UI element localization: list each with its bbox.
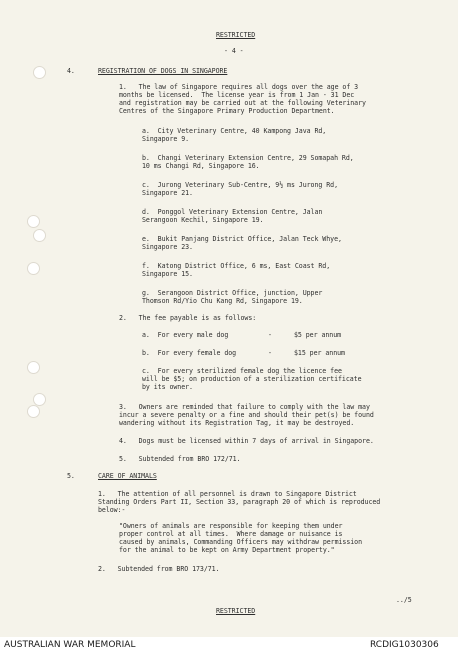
paragraph-line: Centres of the Singapore Primary Production Department. <box>119 107 335 115</box>
paragraph-line: Standing Orders Part II, Section 33, paragraph 20 of which is reproduced <box>98 498 381 506</box>
centre-line: Singapore 21. <box>142 189 193 197</box>
paragraph-line: months be licensed. The license year is from 1 Jan - 31 Dec <box>119 91 355 99</box>
archive-name: AUSTRALIAN WAR MEMORIAL <box>4 640 136 650</box>
section-number: 5. <box>67 472 75 480</box>
classification-footer: RESTRICTED <box>216 607 256 615</box>
fee-amount: $5 per annum <box>294 331 342 339</box>
centre-line: e. Bukit Panjang District Office, Jalan Teck Whye, <box>142 235 342 243</box>
punch-hole <box>27 361 40 374</box>
punch-hole <box>27 405 40 418</box>
quote-line: proper control at all times. Where damage or nuisance is <box>119 530 343 538</box>
centre-line: g. Serangoon District Office, junction, Upper <box>142 289 323 297</box>
quote-line: caused by animals, Commanding Officers may withdraw permission <box>119 538 363 546</box>
fee-dash: - <box>268 331 272 339</box>
paragraph-line: below:- <box>98 506 126 514</box>
centre-line: c. Jurong Veterinary Sub-Centre, 9½ ms Jurong Rd, <box>142 181 338 189</box>
centre-line: a. City Veterinary Centre, 40 Kampong Java Rd, <box>142 127 327 135</box>
section-heading: CARE OF ANIMALS <box>98 472 157 480</box>
punch-hole <box>33 66 46 79</box>
fee-amount: $15 per annum <box>294 349 345 357</box>
section-heading: REGISTRATION OF DOGS IN SINGAPORE <box>98 67 228 75</box>
paragraph-line: 5. Subtended from BRO 172/71. <box>119 455 241 463</box>
quote-line: for the animal to be kept on Army Department property." <box>119 546 335 554</box>
paragraph-line: 3. Owners are reminded that failure to comply with the law may <box>119 403 370 411</box>
quote-line: "Owners of animals are responsible for keeping them under <box>119 522 343 530</box>
fee-dash: - <box>268 349 272 357</box>
continuation-marker: ../5 <box>396 596 412 604</box>
punch-hole <box>33 229 46 242</box>
fee-label: b. For every female dog <box>142 349 237 357</box>
paragraph-line: and registration may be carried out at the following Veterinary <box>119 99 366 107</box>
centre-line: Singapore 23. <box>142 243 193 251</box>
paragraph-line: will be $5; on production of a sterilization certificate <box>142 375 362 383</box>
paragraph-line: 2. The fee payable is as follows: <box>119 314 257 322</box>
section-number: 4. <box>67 67 75 75</box>
centre-line: b. Changi Veterinary Extension Centre, 29 Somapah Rd, <box>142 154 354 162</box>
centre-line: f. Katong District Office, 6 ms, East Coast Rd, <box>142 262 331 270</box>
paragraph-line: incur a severe penalty or a fine and should their pet(s) be found <box>119 411 374 419</box>
paragraph-line: c. For every sterilized female dog the licence fee <box>142 367 342 375</box>
archive-footer <box>0 637 458 654</box>
punch-hole <box>27 215 40 228</box>
punch-hole <box>27 262 40 275</box>
paragraph-line: 4. Dogs must be licensed within 7 days of arrival in Singapore. <box>119 437 374 445</box>
centre-line: d. Ponggol Veterinary Extension Centre, Jalan <box>142 208 323 216</box>
paragraph-line: 1. The law of Singapore requires all dogs over the age of 3 <box>119 83 359 91</box>
paragraph-line: by its owner. <box>142 383 193 391</box>
page-number: - 4 - <box>224 47 244 55</box>
centre-line: Thomson Rd/Yio Chu Kang Rd, Singapore 19. <box>142 297 303 305</box>
classification-header: RESTRICTED <box>216 31 256 39</box>
paragraph-line: wandering without its Registration Tag, it may be destroyed. <box>119 419 355 427</box>
centre-line: Singapore 9. <box>142 135 190 143</box>
fee-label: a. For every male dog <box>142 331 229 339</box>
archive-reference: RCDIG1030306 <box>370 640 439 650</box>
paragraph-line: 2. Subtended from BRO 173/71. <box>98 565 220 573</box>
centre-line: Serangoon Kechil, Singapore 19. <box>142 216 264 224</box>
centre-line: 10 ms Changi Rd, Singapore 16. <box>142 162 260 170</box>
centre-line: Singapore 15. <box>142 270 193 278</box>
punch-hole <box>33 393 46 406</box>
paragraph-line: 1. The attention of all personnel is drawn to Singapore District <box>98 490 357 498</box>
